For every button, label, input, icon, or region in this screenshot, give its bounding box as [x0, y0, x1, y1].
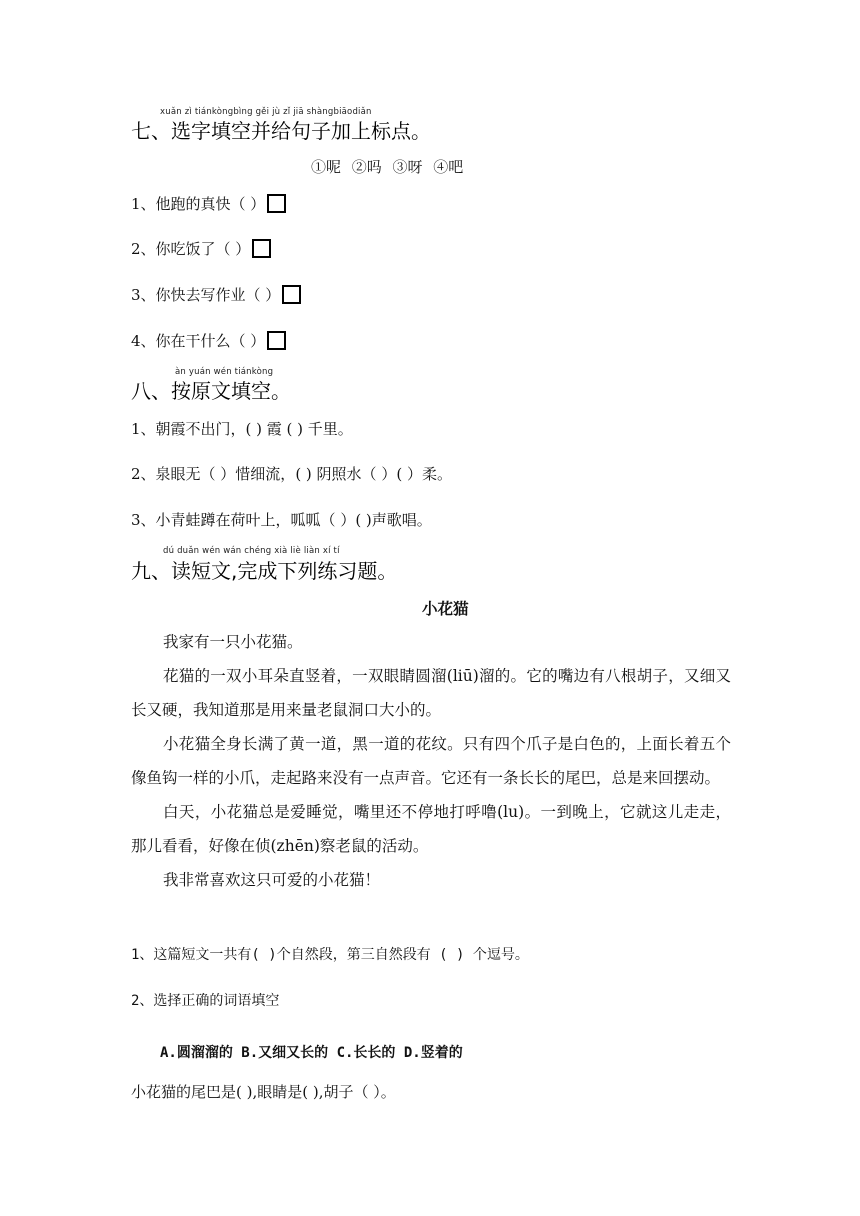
question-9-2: 2、选择正确的词语填空 — [131, 993, 280, 1009]
question-9-1: 1、这篇短文一共有( )个自然段，第三自然段有 ( ) 个逗号。 — [131, 947, 529, 963]
section7-title: 七、选字填空并给句子加上标点。 — [131, 119, 431, 143]
fill-line-2: 2、泉眼无（ ）惜细流，( ) 阴照水（ ）( ）柔。 — [131, 465, 452, 483]
section9-pinyin: dú duǎn wén wán chéng xià liè liàn xí tí — [163, 546, 340, 556]
question-row-4 — [131, 330, 286, 351]
question-row-1 — [131, 193, 286, 214]
options-line: ①呢 ②吗 ③呀 ④吧 — [311, 158, 464, 176]
section8-title: 八、按原文填空。 — [131, 379, 291, 403]
paragraph-3: 小花猫全身长满了黄一道，黑一道的花纹。只有四个爪子是白色的，上面长着五个像鱼钩一样的小爪，走起路来没有一点声音。它还有一条长长的尾巴，总是来回摆动。 — [131, 735, 731, 787]
paragraph-1: 我家有一只小花猫。 — [163, 633, 303, 651]
question-text: 4、你在干什么（ ） — [131, 332, 266, 350]
fill-sentence: 小花猫的尾巴是( ),眼睛是( ),胡子（ ）。 — [131, 1083, 396, 1101]
paragraph-2: 花猫的一双小耳朵直竖着，一双眼睛圆溜(liū)溜的。它的嘴边有八根胡子，又细又长又硬，我知道那是用来量老鼠洞口大小的。 — [131, 667, 731, 719]
story-title: 小花猫 — [422, 600, 469, 618]
fill-line-1: 1、朝霞不出门，( ) 霞 ( ) 千里。 — [131, 420, 353, 438]
section7-pinyin: xuǎn zì tiánkòngbìng gěi jù zǐ jiā shàngbiāodiǎn — [160, 107, 372, 117]
question-text: 1、他跑的真快（ ） — [131, 195, 266, 213]
question-row-3 — [131, 284, 301, 305]
section8-pinyin: àn yuán wén tiánkòng — [175, 367, 274, 377]
paragraph-5: 我非常喜欢这只可爱的小花猫！ — [163, 871, 381, 889]
punctuation-box[interactable] — [267, 194, 286, 213]
story-body — [131, 625, 731, 897]
question-text: 3、你快去写作业（ ） — [131, 286, 281, 304]
punctuation-box[interactable] — [252, 239, 271, 258]
question-row-2 — [131, 238, 271, 259]
punctuation-box[interactable] — [267, 331, 286, 350]
punctuation-box[interactable] — [282, 285, 301, 304]
paragraph-4: 白天，小花猫总是爱睡觉，嘴里还不停地打呼噜(lu)。一到晚上，它就这儿走走，那儿看看，好像在侦(zhēn)察老鼠的活动。 — [131, 803, 731, 855]
word-choices: A.圆溜溜的 B.又细又长的 C.长长的 D.竖着的 — [160, 1045, 463, 1061]
question-text: 2、你吃饭了（ ） — [131, 240, 251, 258]
section9-title: 九、读短文,完成下列练习题。 — [131, 559, 398, 583]
fill-line-3: 3、小青蛙蹲在荷叶上，呱呱（ ）( )声歌唱。 — [131, 511, 432, 529]
